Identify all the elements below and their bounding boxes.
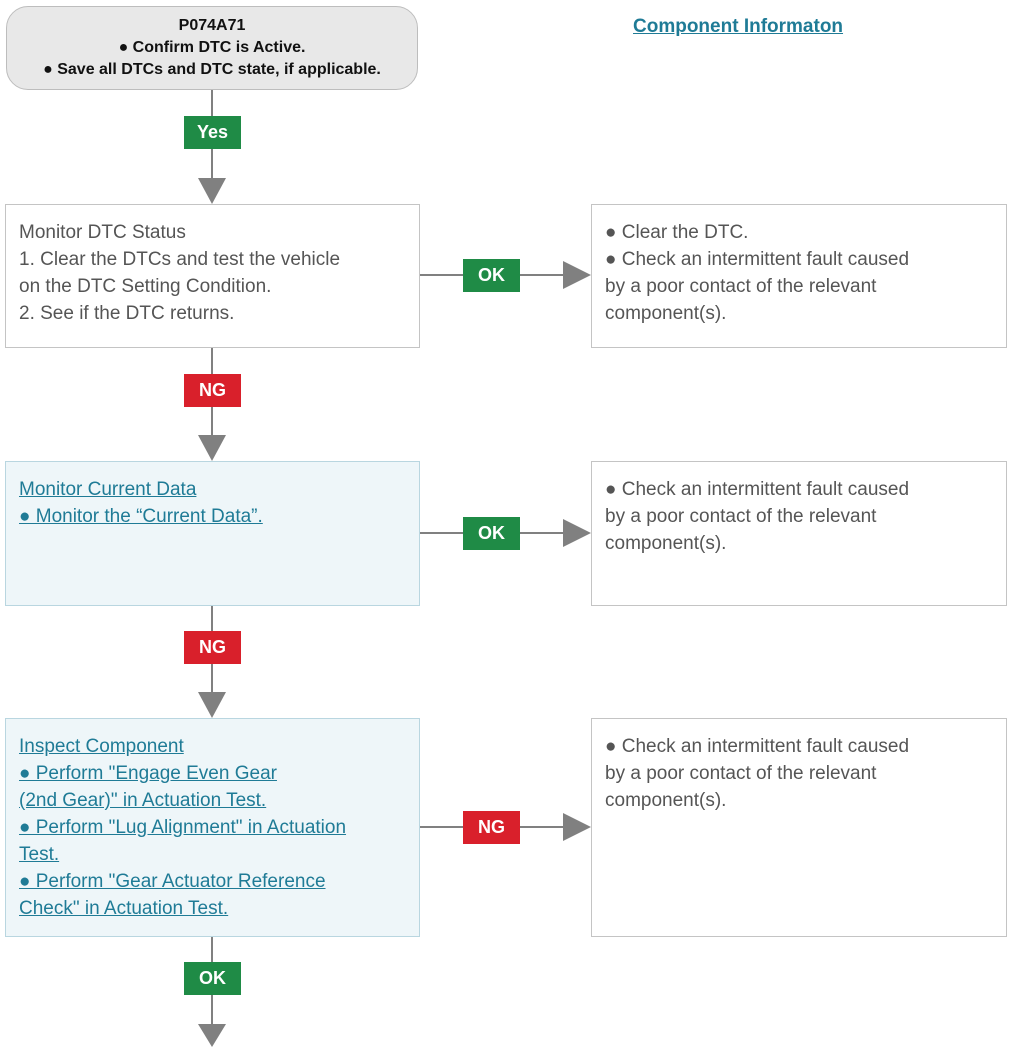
arrow-down-1 <box>198 178 226 204</box>
result1-line4: component(s). <box>605 303 727 324</box>
step1-line3: 2. See if the DTC returns. <box>19 303 235 324</box>
arrow-right-2 <box>563 519 591 547</box>
engage-even-gear-link-cont[interactable]: (2nd Gear)" in Actuation Test. <box>19 790 267 811</box>
arrow-down-4 <box>198 1024 226 1047</box>
result1-line1: ● Clear the DTC. <box>605 222 749 243</box>
result-clear-dtc <box>591 204 1007 348</box>
ng-badge-2: NG <box>184 631 241 664</box>
arrow-right-3 <box>563 813 591 841</box>
result-intermittent-fault-3 <box>591 718 1007 937</box>
step-monitor-current-data <box>5 461 420 606</box>
result2-line2: by a poor contact of the relevant <box>605 506 877 527</box>
start-node <box>6 6 418 90</box>
component-information-link[interactable]: Component Informaton <box>633 16 844 37</box>
result1-line2: ● Check an intermittent fault caused <box>605 249 910 270</box>
lug-alignment-link-cont[interactable]: Test. <box>19 844 60 865</box>
start-line-save: ● Save all DTCs and DTC state, if applicable. <box>43 61 381 78</box>
step1-line1: 1. Clear the DTCs and test the vehicle <box>19 249 341 270</box>
monitor-the-current-data-link[interactable]: ● Monitor the “Current Data”. <box>19 506 263 527</box>
arrow-down-3 <box>198 692 226 718</box>
result2-line1: ● Check an intermittent fault caused <box>605 479 910 500</box>
gear-actuator-reference-link-cont[interactable]: Check" in Actuation Test. <box>19 898 229 919</box>
arrow-down-2 <box>198 435 226 461</box>
gear-actuator-reference-link[interactable]: ● Perform "Gear Actuator Reference <box>19 871 326 892</box>
ok-badge-2: OK <box>463 517 520 550</box>
result-intermittent-fault-2 <box>591 461 1007 606</box>
start-line-confirm: ● Confirm DTC is Active. <box>118 39 306 56</box>
ng-badge-3: NG <box>463 811 520 844</box>
yes-badge: Yes <box>184 116 241 149</box>
step-monitor-dtc-status <box>5 204 420 348</box>
step1-title: Monitor DTC Status <box>19 222 186 243</box>
dtc-code: P074A71 <box>178 17 246 34</box>
monitor-current-data-link[interactable]: Monitor Current Data <box>19 479 197 500</box>
inspect-component-link[interactable]: Inspect Component <box>19 736 184 757</box>
step-inspect-component <box>5 718 420 937</box>
result1-line3: by a poor contact of the relevant <box>605 276 877 297</box>
engage-even-gear-link[interactable]: ● Perform "Engage Even Gear <box>19 763 277 784</box>
lug-alignment-link[interactable]: ● Perform "Lug Alignment" in Actuation <box>19 817 347 838</box>
ok-badge-3: OK <box>184 962 241 995</box>
arrow-right-1 <box>563 261 591 289</box>
result3-line1: ● Check an intermittent fault caused <box>605 736 910 757</box>
result3-line3: component(s). <box>605 790 727 811</box>
step1-line2: on the DTC Setting Condition. <box>19 276 272 297</box>
ng-badge-1: NG <box>184 374 241 407</box>
result3-line2: by a poor contact of the relevant <box>605 763 877 784</box>
ok-badge-1: OK <box>463 259 520 292</box>
result2-line3: component(s). <box>605 533 727 554</box>
